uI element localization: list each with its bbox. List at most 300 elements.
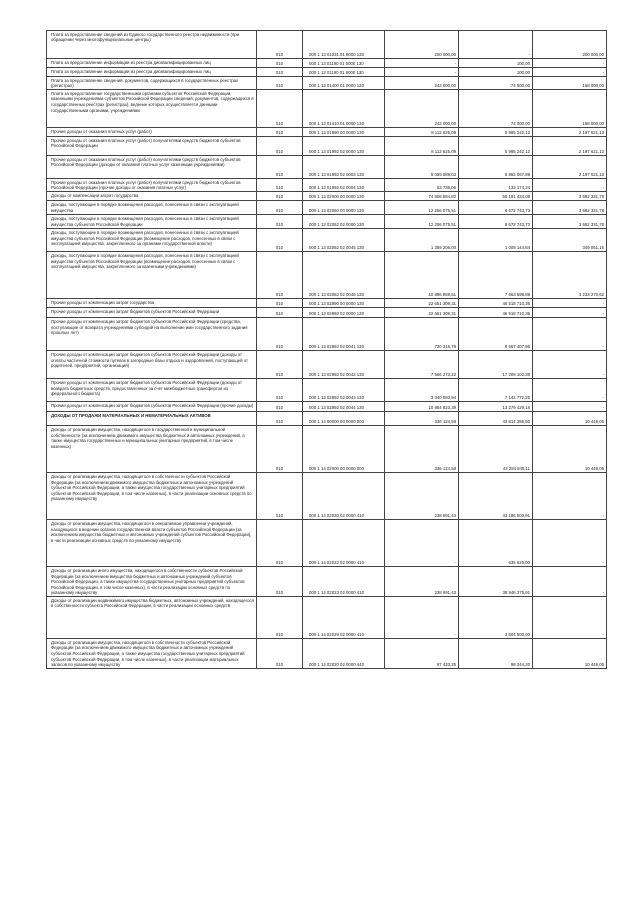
- row-executed-text: 5 995 242,12: [504, 130, 530, 136]
- table-row: [47, 77, 607, 90]
- row-unexecuted: [533, 520, 607, 567]
- row-name-text: Плата за предоставление информации из реестра дисквалифицированных лиц: [51, 59, 211, 65]
- row-name-text: Доходы от реализации имущества, находящегося в собственности субъектов Российской Федерации (за исключением движимого имущества бюджетных и автономных учреждений субъектов Российской Федерации, а также имущества государственных унитарных предприятий субъектов Российской Федерации, в том числе казенных), в части реализации основных средств по указанному имуществу: [51, 473, 252, 502]
- row-unexecuted: [533, 318, 607, 351]
- row-executed-text: 43 186 500,91: [502, 513, 530, 519]
- row-budget-code: [303, 31, 385, 59]
- row-approved-text: -: [454, 70, 456, 76]
- row-line-code: [257, 156, 303, 179]
- row-executed-text: 38 946 375,91: [502, 590, 530, 596]
- table-row: [47, 128, 607, 137]
- row-line-code-text: 010: [275, 245, 284, 251]
- table-row: [47, 412, 607, 426]
- row-unexecuted-text: -: [602, 513, 604, 519]
- row-line-code-text: 010: [275, 466, 284, 472]
- row-name-text: Плата за предоставление сведений, документов, содержащихся в государственных реестрах (регистрах): [51, 77, 239, 89]
- row-budget-code-text: 000 1 13 01400 01 0000 130: [309, 83, 364, 89]
- row-approved: [385, 318, 459, 351]
- row-name: [47, 201, 257, 215]
- row-executed: [459, 156, 533, 179]
- row-executed-text: 13 279 429,18: [502, 405, 530, 411]
- row-budget-code: [303, 426, 385, 473]
- row-unexecuted: [533, 252, 607, 299]
- row-unexecuted-text: 3 582 331,78: [578, 222, 604, 228]
- row-approved: [385, 520, 459, 567]
- row-budget-code-text: 000 1 13 01031 01 8000 130: [309, 52, 364, 58]
- row-approved: [385, 90, 459, 128]
- row-budget-code-text: 000 1 14 02020 02 0000 440: [309, 662, 364, 668]
- row-budget-code: [303, 90, 385, 128]
- row-unexecuted-text: 2 197 621,13: [578, 149, 604, 155]
- row-executed-text: 46 518 710,36: [502, 301, 530, 307]
- row-approved-text: 53 736,06: [436, 185, 456, 191]
- row-unexecuted: [533, 192, 607, 201]
- row-line-code-text: 010: [275, 419, 284, 425]
- row-budget-code: [303, 308, 385, 318]
- row-line-code-text: 010: [275, 208, 284, 214]
- row-unexecuted-text: -: [602, 70, 604, 76]
- table-row: [47, 597, 607, 639]
- row-name: [47, 156, 257, 179]
- row-executed: [459, 192, 533, 201]
- row-approved: [385, 68, 459, 77]
- row-budget-code-text: 000 1 13 01992 02 0003 130: [309, 172, 364, 178]
- row-budget-code: [303, 379, 385, 402]
- table-row: [47, 59, 607, 68]
- row-name: [47, 473, 257, 520]
- row-budget-code-text: 000 1 13 02990 00 0000 130: [309, 301, 364, 307]
- row-executed-text: 43 284 845,11: [502, 466, 530, 472]
- row-name: [47, 520, 257, 567]
- row-budget-code: [303, 128, 385, 137]
- row-budget-code-text: 000 1 13 02060 00 0000 130: [309, 208, 364, 214]
- row-line-code-text: 010: [275, 590, 284, 596]
- row-unexecuted: [533, 68, 607, 77]
- row-line-code-text: 010: [275, 185, 284, 191]
- row-line-code-text: 010: [275, 61, 284, 67]
- row-line-code-text: 010: [275, 632, 284, 638]
- row-line-code-text: 010: [275, 222, 284, 228]
- row-approved-text: 5 059 089,03: [430, 172, 456, 178]
- row-executed: [459, 639, 533, 669]
- row-unexecuted-text: -: [602, 395, 604, 401]
- row-name: [47, 90, 257, 128]
- table-row: [47, 192, 607, 201]
- row-approved-text: 8 112 625,09: [431, 130, 456, 136]
- row-name-text: Доходы, поступающие в порядке возмещения расходов, понесенных в связи с эксплуатацией имущества субъектов Российской Федерации (возмещение расходов, понесенных в связи с эксплуатацией имущества, закрепленного за органами государственной власти): [51, 229, 239, 247]
- row-unexecuted-text: -: [602, 311, 604, 317]
- row-approved: [385, 137, 459, 156]
- row-name-text: Доходы от реализации недвижимого имущества бюджетных, автономных учреждений, находящегося в собственности субъекта Российской Федерации, в части реализации основных средств: [51, 597, 254, 609]
- row-approved: [385, 201, 459, 215]
- row-approved-text: 97 433,25: [436, 662, 456, 668]
- row-name-text: Доходы, поступающие в порядке возмещения расходов, понесенных в связи с эксплуатацией имущества субъектов Российской Федерации: [51, 215, 239, 227]
- row-name-text: Плата за предоставление сведений из Единого государственного реестра недвижимости (при обращении через многофункциональные центры): [51, 31, 240, 43]
- row-name: [47, 597, 257, 639]
- row-name-text: Доходы, поступающие в порядке возмещения расходов, понесенных в связи с эксплуатацией имущества: [51, 201, 239, 213]
- row-unexecuted: [533, 308, 607, 318]
- row-executed-text: 74 000,00: [510, 83, 530, 89]
- row-executed-text: 43 814 386,50: [502, 419, 530, 425]
- row-unexecuted-text: 10 449,05: [584, 419, 604, 425]
- row-approved: [385, 59, 459, 68]
- row-approved: [385, 308, 459, 318]
- table-row: [47, 31, 607, 59]
- row-line-code-text: 010: [275, 513, 284, 519]
- row-name-text: Доходы от реализации иного имущества, находящегося в собственности субъектов Российской Федерации (за исключением имущества бюджетных и автономных учреждений субъектов Российской Федерации, а также имущества государственных унитарных предприятий субъектов Российской Федерации, в том числе казенных), в части реализации основных средств по указанному имуществу: [51, 567, 245, 596]
- row-budget-code-text: 000 1 14 02029 02 0000 410: [309, 632, 364, 638]
- row-name: [47, 412, 257, 426]
- row-executed-text: 7 142 772,25: [504, 395, 530, 401]
- table-row: [47, 426, 607, 473]
- table-row: [47, 156, 607, 179]
- row-budget-code: [303, 156, 385, 179]
- row-unexecuted: [533, 426, 607, 473]
- row-approved: [385, 412, 459, 426]
- row-executed-text: 133 174,24: [508, 185, 530, 191]
- row-unexecuted: [533, 128, 607, 137]
- row-unexecuted: [533, 351, 607, 379]
- row-budget-code: [303, 201, 385, 215]
- row-line-code-text: 010: [275, 172, 284, 178]
- row-unexecuted: [533, 156, 607, 179]
- row-executed: [459, 201, 533, 215]
- row-name-text: Доходы от реализации имущества, находящегося в оперативном управлении учреждений, находящихся в ведении органов государственной власти субъектов Российской Федерации (за исключением имущества бюджетных и автономных учреждений субъектов Российской Федерации), в части реализации основных средств по указанному имуществу: [51, 520, 252, 543]
- row-executed-text: 8 672 743,73: [504, 208, 530, 214]
- row-executed: [459, 426, 533, 473]
- row-line-code: [257, 473, 303, 520]
- row-line-code: [257, 308, 303, 318]
- row-name-text: Прочие доходы от оказания платных услуг (работ) получателями средств бюджетов субъектов Российской Федерации (прочие доходы от оказания платных услуг): [51, 179, 241, 191]
- row-approved: [385, 229, 459, 252]
- row-name-text: Прочие доходы от компенсации затрат бюджетов субъектов Российской Федерации (средства, поступающие от возврата учреждениями субсидий на выполнение ими государственного задания прошлых лет): [51, 318, 248, 336]
- table-row: [47, 137, 607, 156]
- row-line-code: [257, 59, 303, 68]
- row-approved-text: 12 256 075,51: [428, 208, 456, 214]
- row-approved: [385, 567, 459, 597]
- row-line-code-text: 010: [275, 662, 284, 668]
- row-line-code-text: 010: [275, 83, 284, 89]
- row-executed-text: 46 518 710,36: [502, 311, 530, 317]
- row-executed: [459, 597, 533, 639]
- row-unexecuted-text: -: [602, 344, 604, 350]
- row-budget-code-text: 000 1 13 02062 02 0046 130: [309, 292, 364, 298]
- row-budget-code-text: 000 1 14 02022 02 0000 410: [309, 560, 364, 566]
- row-name-text: Прочие доходы от компенсации затрат бюджетов субъектов Российской Федерации (доходы от оплаты частичной стоимости путевок в загородные базы отдыха и оздоровления, поступающей от родителей, предприятий, организаций): [51, 351, 248, 369]
- row-name-text: Прочие доходы от оказания платных услуг (работ) получателями средств бюджетов субъектов Российской Федерации: [51, 137, 241, 149]
- row-line-code: [257, 639, 303, 669]
- table-row: [47, 179, 607, 192]
- row-executed: [459, 379, 533, 402]
- row-unexecuted-text: 2 197 021,13: [578, 172, 604, 178]
- table-row: [47, 351, 607, 379]
- table-row: [47, 520, 607, 567]
- row-budget-code-text: 000 1 13 02062 02 0045 130: [309, 245, 364, 251]
- row-line-code-text: 010: [275, 292, 284, 298]
- row-executed-text: 8 672 743,73: [504, 222, 530, 228]
- row-executed-text: 1 009 144,84: [504, 245, 530, 251]
- row-budget-code: [303, 192, 385, 201]
- row-line-code: [257, 597, 303, 639]
- row-executed: [459, 90, 533, 128]
- row-unexecuted-text: 10 449,05: [584, 466, 604, 472]
- row-unexecuted: [533, 567, 607, 597]
- table-row: [47, 252, 607, 299]
- row-name: [47, 567, 257, 597]
- row-executed: [459, 567, 533, 597]
- row-unexecuted: [533, 299, 607, 308]
- row-executed-text: 7 663 598,89: [504, 292, 530, 298]
- row-line-code: [257, 179, 303, 192]
- row-approved-text: 3 340 093,94: [430, 395, 456, 401]
- row-approved-text: 242 000,00: [434, 121, 456, 127]
- row-budget-code-text: 000 1 14 02020 02 0000 410: [309, 513, 364, 519]
- row-line-code-text: 010: [275, 301, 284, 307]
- table-row: [47, 402, 607, 412]
- row-approved-text: 1 359 206,00: [430, 245, 456, 251]
- row-line-code-text: 010: [275, 560, 284, 566]
- row-executed-text: 5 995 242,12: [504, 149, 530, 155]
- row-line-code: [257, 299, 303, 308]
- row-unexecuted-text: -: [602, 61, 604, 67]
- row-executed: [459, 229, 533, 252]
- row-budget-code-text: 000 1 13 02992 02 0000 130: [309, 311, 364, 317]
- row-approved: [385, 426, 459, 473]
- row-approved-text: 22 651 309,31: [428, 301, 456, 307]
- row-budget-code-text: 000 1 13 02992 02 0042 130: [309, 372, 364, 378]
- table-row: [47, 68, 607, 77]
- row-approved: [385, 77, 459, 90]
- row-executed: [459, 215, 533, 229]
- row-unexecuted: [533, 473, 607, 520]
- row-unexecuted-text: -: [602, 560, 604, 566]
- row-budget-code-text: 000 1 13 02992 02 0041 130: [309, 344, 364, 350]
- row-unexecuted: [533, 402, 607, 412]
- row-approved-text: 336 124,58: [434, 419, 456, 425]
- row-name-text: Прочие доходы от оказания платных услуг (работ): [51, 128, 152, 134]
- row-line-code-text: 010: [275, 130, 284, 136]
- row-approved: [385, 31, 459, 59]
- row-unexecuted: [533, 90, 607, 128]
- table-row: [47, 379, 607, 402]
- row-unexecuted-text: 168 000,00: [582, 83, 604, 89]
- row-executed-text: 3 604 500,00: [504, 632, 530, 638]
- row-approved-text: 238 691,43: [434, 590, 456, 596]
- row-name-text: Доходы от реализации имущества, находящегося в собственности субъектов Российской Федерации (за исключением движимого имущества бюджетных и автономных учреждений субъектов Российской Федерации, а также имущества государственных унитарных предприятий субъектов Российской Федерации, в том числе казенных), в части реализации материальных запасов по указанному имуществу: [51, 639, 245, 668]
- row-line-code: [257, 402, 303, 412]
- row-executed: [459, 31, 533, 59]
- row-name-text: Доходы от компенсации затрат государства: [51, 192, 139, 198]
- row-budget-code-text: 000 1 13 01992 02 0004 130: [309, 185, 364, 191]
- row-budget-code: [303, 229, 385, 252]
- row-executed: [459, 179, 533, 192]
- row-line-code-text: 010: [275, 405, 284, 411]
- row-line-code: [257, 412, 303, 426]
- row-unexecuted-text: 2 197 621,13: [578, 130, 604, 136]
- row-approved-text: 7 566 273,22: [430, 372, 456, 378]
- row-budget-code-text: 000 1 13 01990 00 0000 130: [309, 130, 364, 136]
- row-name-text: Прочие доходы от компенсации затрат государства: [51, 299, 154, 305]
- row-name-text: Плата за предоставление информации из реестра дисквалифицированных лиц: [51, 68, 211, 74]
- row-name: [47, 308, 257, 318]
- row-budget-code: [303, 567, 385, 597]
- row-executed: [459, 252, 533, 299]
- row-name: [47, 426, 257, 473]
- row-executed: [459, 59, 533, 68]
- row-approved: [385, 192, 459, 201]
- row-line-code: [257, 567, 303, 597]
- row-line-code: [257, 520, 303, 567]
- row-unexecuted: [533, 597, 607, 639]
- row-unexecuted-text: 3 233 270,62: [578, 292, 604, 298]
- row-unexecuted: [533, 229, 607, 252]
- row-budget-code: [303, 318, 385, 351]
- row-name: [47, 179, 257, 192]
- row-line-code: [257, 192, 303, 201]
- row-line-code-text: 010: [275, 194, 284, 200]
- row-budget-code: [303, 402, 385, 412]
- row-approved: [385, 351, 459, 379]
- row-approved: [385, 402, 459, 412]
- row-unexecuted-text: 3 582 331,78: [578, 208, 604, 214]
- row-executed-text: 100,00: [516, 61, 530, 67]
- row-name: [47, 252, 257, 299]
- row-name-text: Доходы от реализации имущества, находящегося в государственной и муниципальной собственности (за исключением движимого имущества бюджетных и автономных учреждений, а также имущества государственных и муниципальных унитарных предприятий, в том числе казенных): [51, 426, 245, 449]
- row-approved-text: 22 651 309,31: [428, 311, 456, 317]
- row-approved: [385, 128, 459, 137]
- row-unexecuted-text: -: [602, 590, 604, 596]
- table-row: [47, 90, 607, 128]
- row-executed: [459, 77, 533, 90]
- row-approved-text: 200 000,00: [434, 52, 456, 58]
- row-approved-text: 12 256 075,51: [428, 222, 456, 228]
- row-budget-code: [303, 299, 385, 308]
- row-unexecuted: [533, 77, 607, 90]
- row-unexecuted-text: -: [602, 372, 604, 378]
- row-name: [47, 192, 257, 201]
- row-line-code: [257, 137, 303, 156]
- row-name: [47, 318, 257, 351]
- row-executed: [459, 308, 533, 318]
- row-line-code-text: 010: [275, 121, 284, 127]
- table-row: [47, 215, 607, 229]
- row-line-code-text: 010: [275, 344, 284, 350]
- row-unexecuted: [533, 31, 607, 59]
- row-line-code: [257, 351, 303, 379]
- row-budget-code: [303, 179, 385, 192]
- row-budget-code: [303, 252, 385, 299]
- table-row: [47, 308, 607, 318]
- row-budget-code-text: 000 1 13 02000 00 0000 130: [309, 194, 364, 200]
- row-name: [47, 229, 257, 252]
- row-name: [47, 639, 257, 669]
- row-budget-code-text: 000 1 13 02992 02 0044 130: [309, 405, 364, 411]
- row-budget-code-text: 000 1 14 02023 02 0000 410: [309, 590, 364, 596]
- row-executed-text: 100,00: [516, 70, 530, 76]
- row-unexecuted-text: 349 061,16: [582, 245, 604, 251]
- row-unexecuted-text: -: [602, 185, 604, 191]
- row-name: [47, 351, 257, 379]
- row-name: [47, 402, 257, 412]
- row-executed-text: 55 191 434,09: [502, 194, 530, 200]
- row-budget-code: [303, 412, 385, 426]
- row-executed: [459, 412, 533, 426]
- row-line-code-text: 010: [275, 70, 284, 76]
- row-line-code: [257, 128, 303, 137]
- row-approved: [385, 379, 459, 402]
- row-budget-code: [303, 597, 385, 639]
- row-line-code-text: 010: [275, 311, 284, 317]
- row-unexecuted: [533, 215, 607, 229]
- row-unexecuted-text: -: [602, 632, 604, 638]
- row-executed: [459, 520, 533, 567]
- row-name: [47, 299, 257, 308]
- row-name-text: Прочие доходы от компенсации затрат бюджетов субъектов Российской Федерации (прочие доходы): [51, 402, 254, 408]
- row-name: [47, 215, 257, 229]
- row-executed: [459, 351, 533, 379]
- row-budget-code: [303, 215, 385, 229]
- row-approved-text: -: [454, 560, 456, 566]
- table-body: [47, 31, 607, 669]
- row-name-text: Доходы, поступающие в порядке возмещения расходов, понесенных в связи с эксплуатацией имущества субъектов Российской Федерации (возмещение расходов, понесенных в связи с эксплуатацией имущества, закрепленного за казенными учреждениями): [51, 252, 239, 270]
- row-budget-code-text: 000 1 13 01190 01 0000 130: [309, 61, 364, 67]
- row-name: [47, 137, 257, 156]
- row-unexecuted: [533, 639, 607, 669]
- row-budget-code: [303, 520, 385, 567]
- row-unexecuted-text: 168 000,00: [582, 121, 604, 127]
- row-line-code-text: 010: [275, 149, 284, 155]
- row-budget-code: [303, 473, 385, 520]
- row-executed: [459, 128, 533, 137]
- row-budget-code: [303, 639, 385, 669]
- row-line-code: [257, 379, 303, 402]
- row-line-code: [257, 77, 303, 90]
- row-approved: [385, 299, 459, 308]
- row-name-text: Прочие доходы от компенсации затрат бюджетов субъектов Российской Федерации (доходы от возврата бюджетных средств, предоставленных за счет межбюджетных трансфертов из федерального бюджета): [51, 379, 243, 397]
- row-budget-code: [303, 77, 385, 90]
- row-budget-code-text: 000 1 14 00000 00 0000 000: [309, 419, 364, 425]
- row-budget-code-text: 000 1 13 01410 01 0000 130: [309, 121, 364, 127]
- row-line-code: [257, 90, 303, 128]
- row-line-code: [257, 201, 303, 215]
- row-name: [47, 77, 257, 90]
- row-approved: [385, 252, 459, 299]
- row-unexecuted: [533, 201, 607, 215]
- row-approved-text: 74 908 584,82: [428, 194, 456, 200]
- row-budget-code: [303, 59, 385, 68]
- row-executed-text: 17 209 102,38: [502, 372, 530, 378]
- row-name: [47, 128, 257, 137]
- row-budget-code-text: 000 1 13 02062 02 0000 130: [309, 222, 364, 228]
- row-unexecuted-text: -: [602, 301, 604, 307]
- row-unexecuted: [533, 412, 607, 426]
- table-row: [47, 639, 607, 669]
- row-executed: [459, 299, 533, 308]
- row-approved: [385, 156, 459, 179]
- row-unexecuted-text: 10 449,05: [584, 662, 604, 668]
- row-name: [47, 68, 257, 77]
- row-unexecuted: [533, 379, 607, 402]
- row-approved-text: -: [454, 632, 456, 638]
- row-unexecuted: [533, 59, 607, 68]
- row-name: [47, 31, 257, 59]
- row-name: [47, 379, 257, 402]
- row-approved-text: -: [454, 61, 456, 67]
- row-executed: [459, 402, 533, 412]
- row-unexecuted: [533, 137, 607, 156]
- row-executed: [459, 473, 533, 520]
- row-budget-code-text: 000 1 13 02992 02 0043 130: [309, 395, 364, 401]
